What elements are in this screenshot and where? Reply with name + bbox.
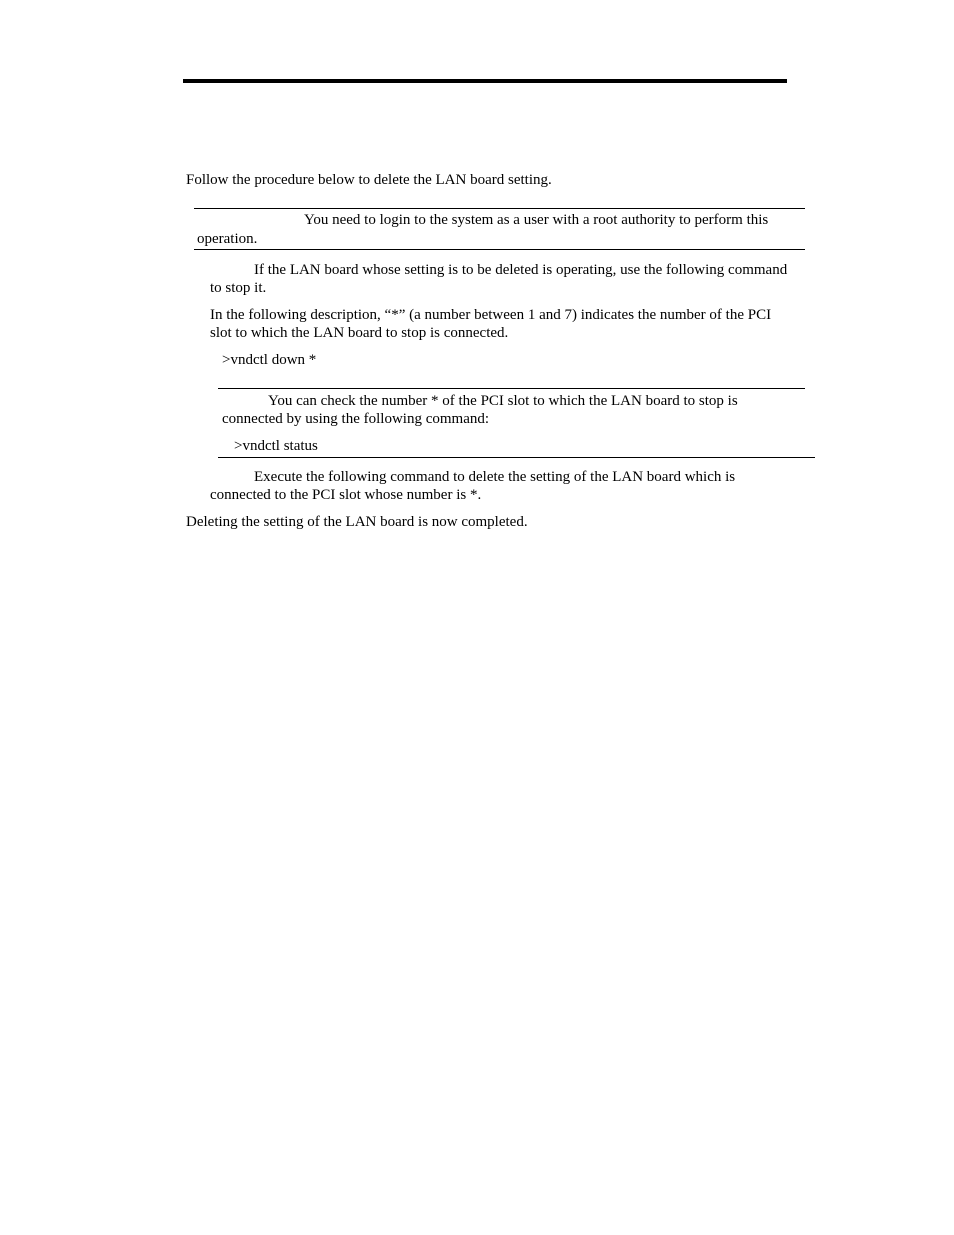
- step1-text-line2: to stop it.: [210, 280, 267, 296]
- header-rule: [183, 79, 787, 83]
- tip-bottom-rule: [218, 457, 815, 458]
- step1-command: >vndctl down *: [222, 352, 317, 368]
- note-bottom-rule: [194, 249, 805, 250]
- step2-text-line1: Execute the following command to delete the setting of the LAN board which is: [254, 469, 736, 485]
- closing-text: Deleting the setting of the LAN board is now completed.: [186, 514, 528, 530]
- intro-text: Follow the procedure below to delete the LAN board setting.: [186, 172, 552, 188]
- note-text-line1: You need to login to the system as a user with a root authority to perform this: [304, 212, 769, 228]
- tip-top-rule: [218, 388, 805, 389]
- step2-text-line2: connected to the PCI slot whose number is *.: [210, 487, 482, 503]
- step1-desc-line1: In the following description, “*” (a number between 1 and 7) indicates the number of the PCI: [210, 307, 772, 323]
- note-top-rule: [194, 208, 805, 209]
- tip-command: >vndctl status: [234, 438, 318, 454]
- tip-text-line1: You can check the number * of the PCI slot to which the LAN board to stop is: [268, 393, 738, 409]
- note-text-line2: operation.: [197, 231, 258, 247]
- step1-desc-line2: slot to which the LAN board to stop is connected.: [210, 325, 509, 341]
- tip-text-line2: connected by using the following command:: [222, 411, 490, 427]
- step1-text-line1: If the LAN board whose setting is to be deleted is operating, use the following command: [254, 262, 788, 278]
